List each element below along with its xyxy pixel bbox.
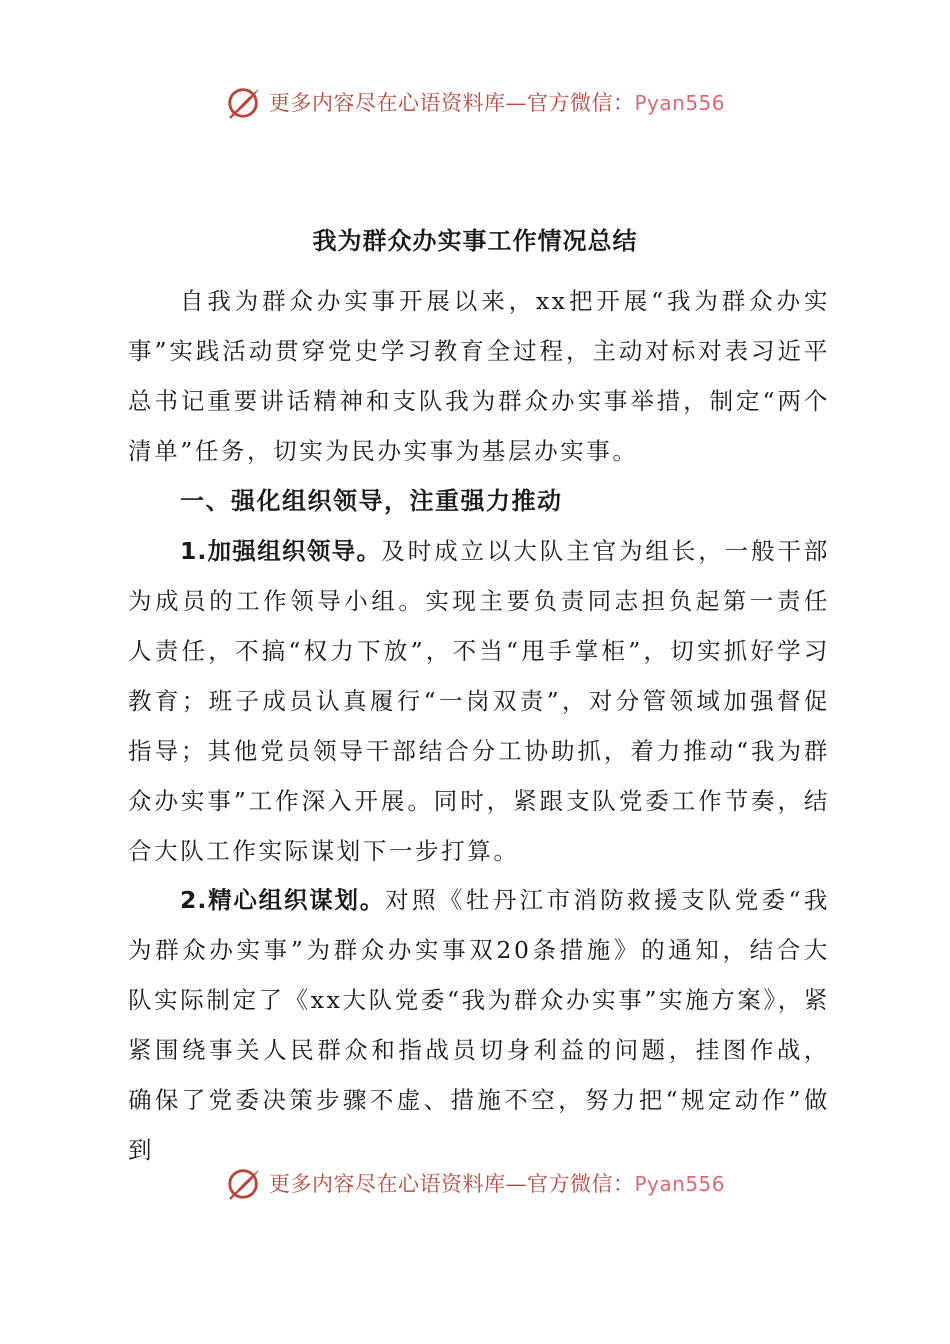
item-2-lead: 2.精心组织谋划。 bbox=[180, 886, 386, 914]
section-heading: 一、强化组织领导，注重强力推动 bbox=[180, 487, 563, 515]
item-2-paragraph bbox=[128, 875, 830, 1175]
intro-paragraph: 自我为群众办实事开展以来，xx把开展“我为群众办实事”实践活动贯穿党史学习教育全过程，主动对标对表习近平总书记重要讲话精神和支队我为群众办实事举措，制定“两个清单”任务，切实为民办实事为基层办实事。 bbox=[128, 287, 830, 465]
quill-logo-icon bbox=[225, 83, 263, 121]
watermark-label: 更多内容尽在心语资料库—官方微信： bbox=[268, 91, 635, 115]
watermark-wechat-id: Pyan556 bbox=[634, 1172, 725, 1196]
item-1-paragraph bbox=[128, 526, 830, 876]
item-2-body: 对照《牡丹江市消防救援支队党委“我为群众办实事”为群众办实事双20条措施》的通知，结合大队实际制定了《xx大队党委“我为群众办实事”实施方案》，紧紧围绕事关人民群众和指战员切身利益的问题，挂图作战，确保了党委决策步骤不虚、措施不空，努力把“规定动作”做到 bbox=[128, 886, 831, 1164]
watermark-label: 更多内容尽在心语资料库—官方微信： bbox=[268, 1172, 635, 1196]
watermark-text bbox=[269, 87, 725, 117]
watermark-text bbox=[269, 1168, 725, 1198]
watermark-wechat-id: Pyan556 bbox=[634, 91, 725, 115]
quill-logo-icon bbox=[225, 1164, 263, 1202]
document-title: 我为群众办实事工作情况总结 bbox=[312, 227, 638, 256]
item-1-body: 及时成立以大队主官为组长，一般干部为成员的工作领导小组。实现主要负责同志担负起第一责任人责任，不搞“权力下放”，不当“甩手掌柜”，切实抓好学习教育；班子成员认真履行“一岗双责”，对分管领域加强督促指导；其他党员领导干部结合分工协助抓，着力推动“我为群众办实事”工作深入开展。同时，紧跟支队党委工作节奏，结合大队工作实际谋划下一步打算。 bbox=[128, 537, 831, 865]
watermark-header bbox=[0, 82, 950, 122]
item-1-lead: 1.加强组织领导。 bbox=[180, 537, 382, 565]
watermark-footer bbox=[0, 1163, 950, 1203]
